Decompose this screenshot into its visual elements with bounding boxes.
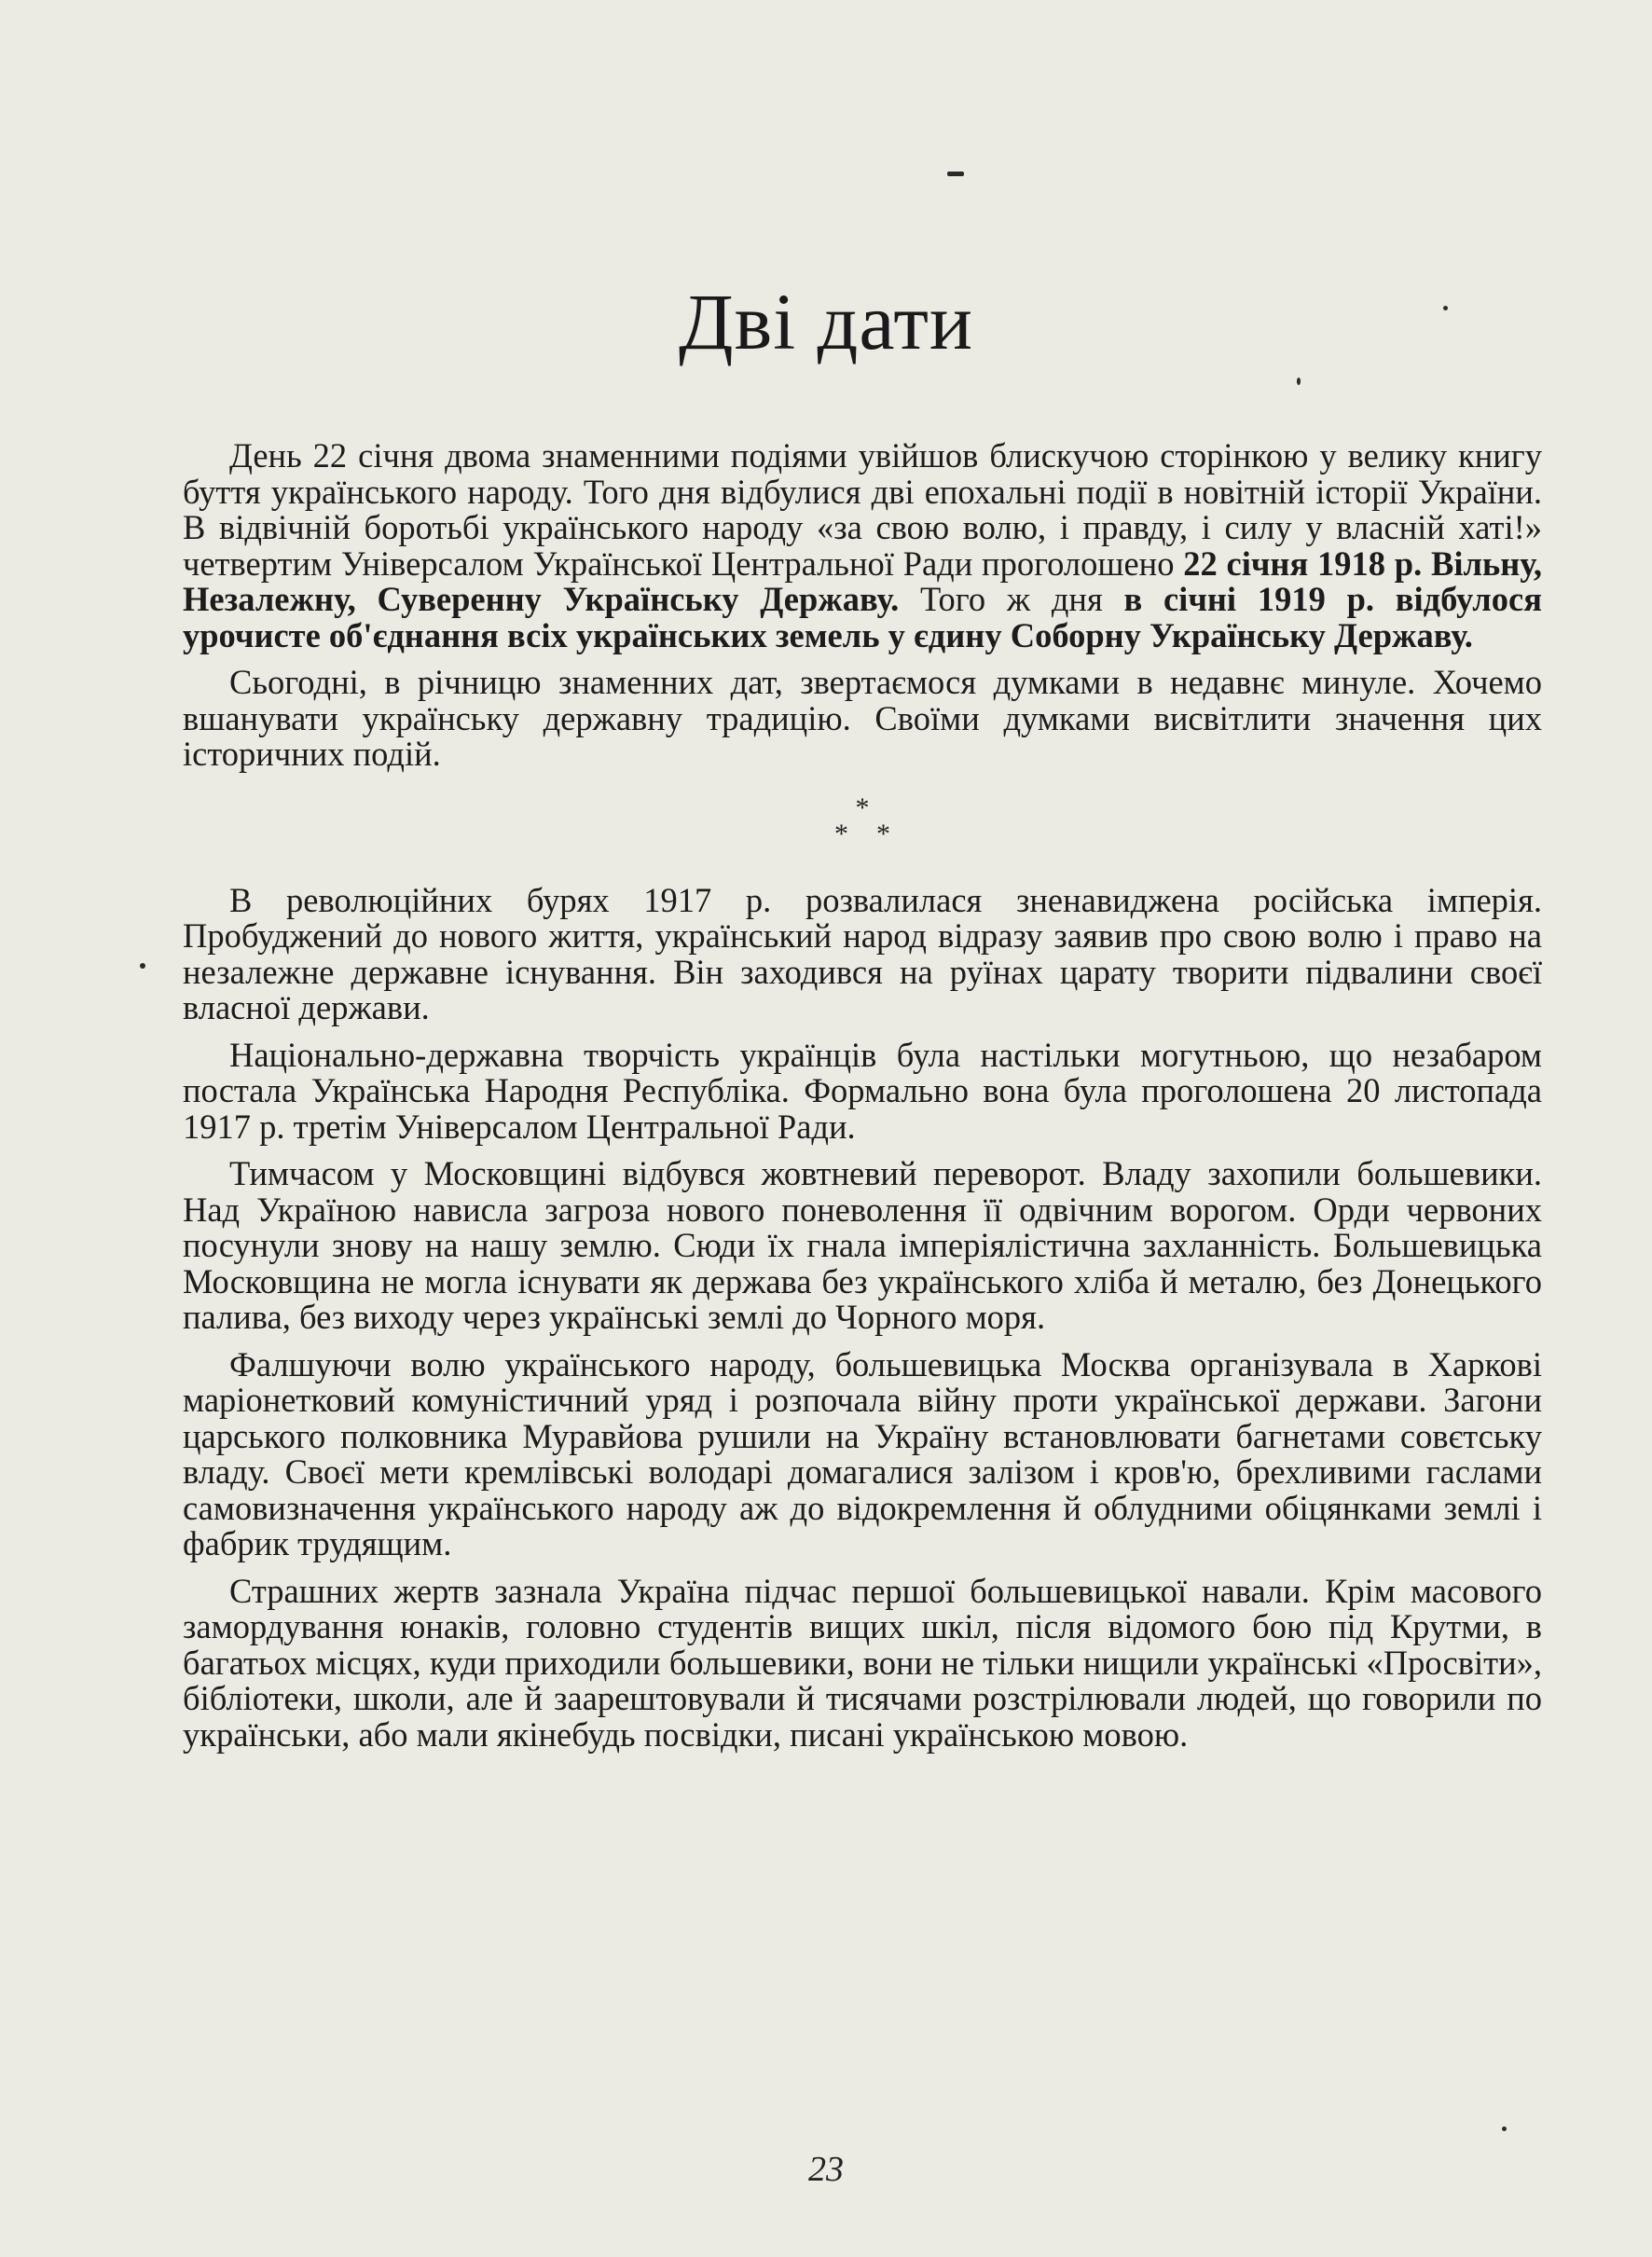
separator-stars-bottom: * * <box>834 818 890 849</box>
history-section <box>183 880 1542 1754</box>
scan-speck <box>1443 306 1448 310</box>
text-run: Тимчасом у Московщині відбувся жовтневий переворот. Владу захопили большевики. Над Україною нависла загроза нового поневолення її одвічним ворогом. Орди червоних посунули знову на нашу землю. Сюди їх гнала імперіялістична захланність. Большевицька Московщина не могла існувати як держава без українського хліба й металю, без Донецького палива, без виходу через українські землі до Чорного моря. <box>183 1154 1542 1336</box>
text-run: В революційних бурях 1917 р. розвалилася зненавиджена російська імперія. Пробуджений до нового життя, український народ відразу заявив про свою волю і право на незалежне державне існування. Він заходився на руїнах царату творити підвалини своєї власної держави. <box>183 880 1542 1026</box>
paragraph <box>183 880 1542 1026</box>
text-run: Фалшуючи волю українського народу, большевицька Москва організувала в Харкові маріонетковий комуністичний уряд і розпочала війну проти української держави. Загони царського полковника Муравйова рушили на Україну встановлювати багнетами совєтську владу. Своєї мети кремлівські володарі домагалися залізом і кров'ю, брехливими гаслами самовизначення українського народу аж до відокремлення й облудними обіцянками землі і фабрик трудящим. <box>183 1344 1542 1562</box>
text-run: Страшних жертв зазнала Україна підчас першої большевицької навали. Крім масового замордування юнаків, головно студентів вищих шкіл, після відомого бою під Крутми, в багатьох місцях, куди приходили большевики, вони не тільки нищили українські «Просвіти», бібліотеки, школи, але й заарештовували й тисячами розстрілювали людей, що говорили по українськи, або мали якінебудь посвідки, писані українською мовою. <box>183 1571 1542 1754</box>
text-run: Національно-державна творчість українців була настільки могутньою, що незабаром постала Українська Народня Республіка. Формально вона була проголошена 20 листопада 1917 р. третім Універсалом Центральної Ради. <box>183 1035 1542 1146</box>
page-title: Дві дати <box>679 277 973 366</box>
page-number: 23 <box>808 2150 844 2189</box>
article-body <box>183 438 1542 1764</box>
paragraph <box>183 438 1542 654</box>
paragraph <box>183 665 1542 773</box>
scan-speck <box>1297 378 1301 385</box>
paragraph <box>183 1156 1542 1336</box>
scan-speck <box>140 963 145 969</box>
bold-text-run: в січні 1919 р. відбулося урочисте об'єднання всіх українських земель у єдину Соборну Українську Державу. <box>183 580 1542 654</box>
text-run: Сьогодні, в річницю знаменних дат, звертаємося думками в недавнє минуле. Хочемо вшанувати українську державну традицію. Своїми думками висвітлити значення цих історичних подій. <box>183 663 1542 773</box>
text-run: Того ж дня <box>899 580 1124 618</box>
intro-section <box>183 438 1542 773</box>
separator-star-top: * <box>855 791 870 823</box>
scan-speck <box>1502 2126 1507 2131</box>
paragraph <box>183 1571 1542 1754</box>
paragraph <box>183 1344 1542 1562</box>
section-separator <box>183 791 1542 849</box>
text-run: День 22 січня двома знаменними подіями увійшов блискучою сторінкою у велику книгу буття українського народу. Того дня відбулися дві епохальні події в новітній історії України. В відвічній боротьбі українського народу «за свою волю, і правду, і силу у власній хаті!» четвертим Універсалом Української Центральної Ради проголошено <box>183 436 1542 583</box>
bold-text-run: 22 січня 1918 р. Вільну, Незалежну, Суверенну Українську Державу. <box>183 544 1542 618</box>
paragraph <box>183 1035 1542 1146</box>
scan-speck <box>947 172 964 176</box>
